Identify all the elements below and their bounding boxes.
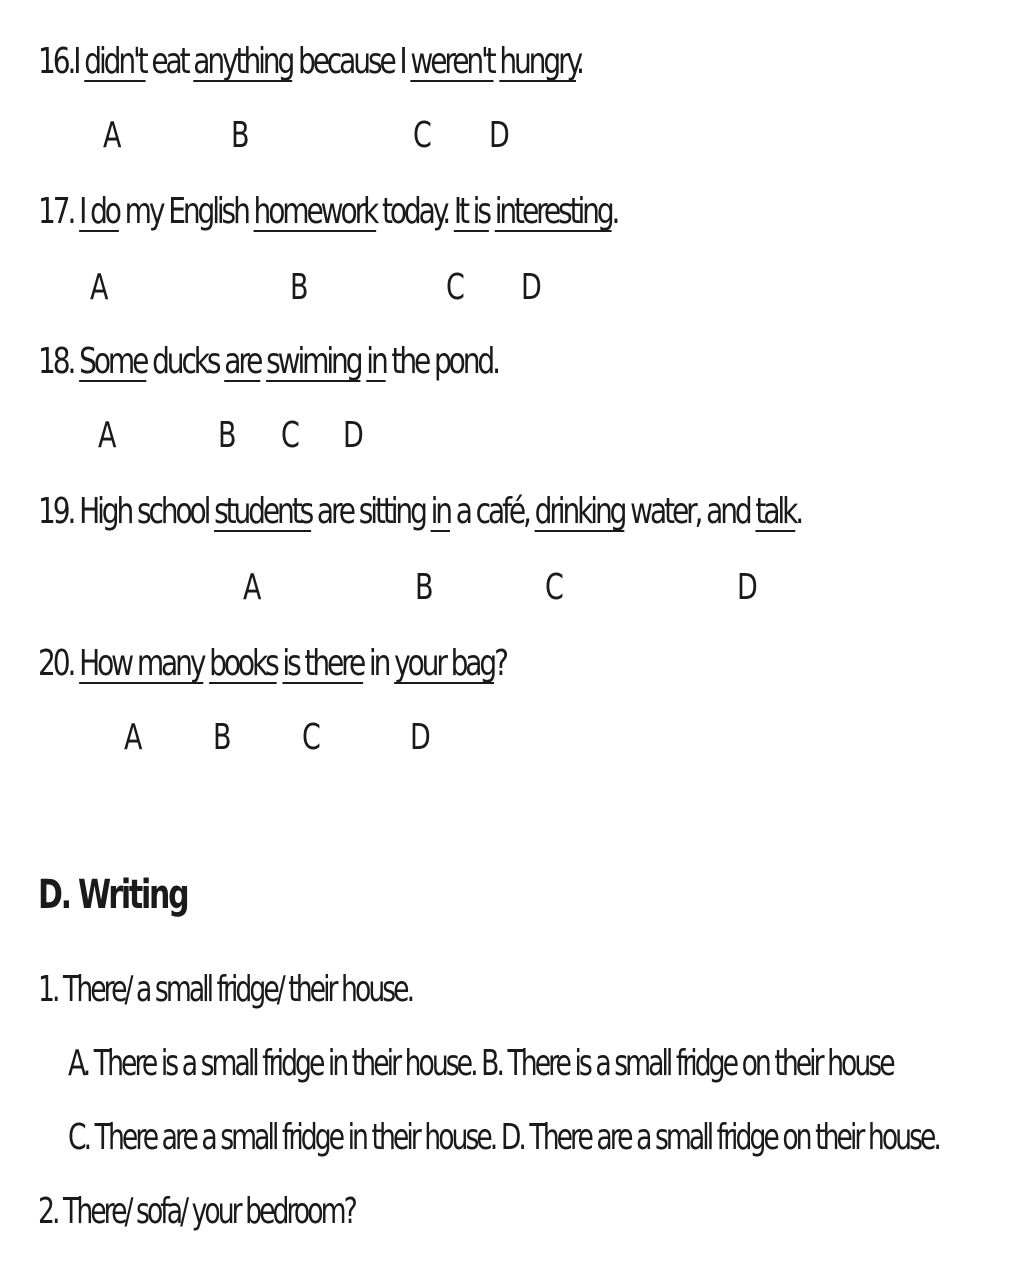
option-letters-18 (0, 414, 1024, 458)
option-b-text: anything (193, 41, 293, 82)
question-17: 17. I do my English homework today. It is interesting. (38, 191, 618, 232)
option-letter-c: C (302, 717, 321, 758)
option-c-text: weren't (410, 41, 494, 82)
option-a-text: didn't (84, 41, 146, 82)
option-d-text: talk (755, 491, 796, 532)
question-19: 19. High school students are sitting in a café, drinking water, and talk. (38, 491, 802, 532)
option-a-text: I do (79, 191, 119, 232)
option-a-text: Some (79, 341, 147, 382)
option-letter-a: A (98, 415, 117, 456)
cropped-text-fragment (200, 0, 520, 6)
option-letter-c: C (281, 415, 300, 456)
question-number: 20. (38, 643, 74, 684)
option-b-text: books (209, 643, 277, 684)
option-letters-20 (0, 716, 1024, 760)
option-d-text: your bag (394, 643, 495, 684)
question-number: 18. (38, 341, 74, 382)
option-b-text: homework (253, 191, 377, 232)
option-letter-c: C (545, 567, 564, 608)
option-letter-d: D (737, 567, 758, 608)
option-letter-b: B (213, 717, 232, 758)
option-letter-a: A (124, 717, 143, 758)
option-b-text: in (430, 491, 450, 532)
option-letter-d: D (489, 115, 510, 156)
option-d-text: interesting (494, 191, 612, 232)
option-letters-17 (0, 266, 1024, 310)
option-letter-a: A (243, 567, 262, 608)
option-letter-d: D (343, 415, 364, 456)
writing-options-cd: C. There are a small fridge in their house. D. There are a small fridge on their house. (68, 1117, 939, 1158)
option-letters-19 (0, 566, 1024, 610)
option-letter-a: A (90, 267, 109, 308)
option-letter-b: B (218, 415, 237, 456)
option-letter-a: A (103, 115, 122, 156)
option-letter-c: C (446, 267, 465, 308)
writing-prompt-2: 2. There/ sofa/ your bedroom? (38, 1191, 355, 1232)
option-c-text: It is (453, 191, 489, 232)
option-letter-d: D (410, 717, 431, 758)
question-20: 20. How many books is there in your bag? (38, 643, 506, 684)
section-heading: D. Writing (38, 872, 188, 918)
writing-prompt-1: 1. There/ a small fridge/ their house. (38, 969, 413, 1010)
option-letter-b: B (231, 115, 250, 156)
writing-options-ab: A. There is a small fridge in their house. B. There is a small fridge on their house (68, 1043, 893, 1084)
option-d-text: in (366, 341, 386, 382)
option-a-text: How many (79, 643, 204, 684)
option-c-text: swiming (266, 341, 361, 382)
question-number: 16. (38, 41, 74, 82)
option-c-text: is there (282, 643, 364, 684)
option-letter-c: C (413, 115, 432, 156)
option-letter-b: B (290, 267, 309, 308)
option-a-text: students (214, 491, 312, 532)
option-b-text: are (224, 341, 261, 382)
option-letter-d: D (521, 267, 542, 308)
option-letter-b: B (415, 567, 434, 608)
option-c-text: drinking (534, 491, 625, 532)
question-16: 16.I didn't eat anything because I weren't hungry. (38, 41, 582, 82)
option-d-text: hungry (499, 41, 576, 82)
option-letters-16 (0, 114, 1024, 158)
question-18: 18. Some ducks are swiming in the pond. (38, 341, 498, 382)
question-number: 17. (38, 191, 74, 232)
question-number: 19. (38, 491, 74, 532)
